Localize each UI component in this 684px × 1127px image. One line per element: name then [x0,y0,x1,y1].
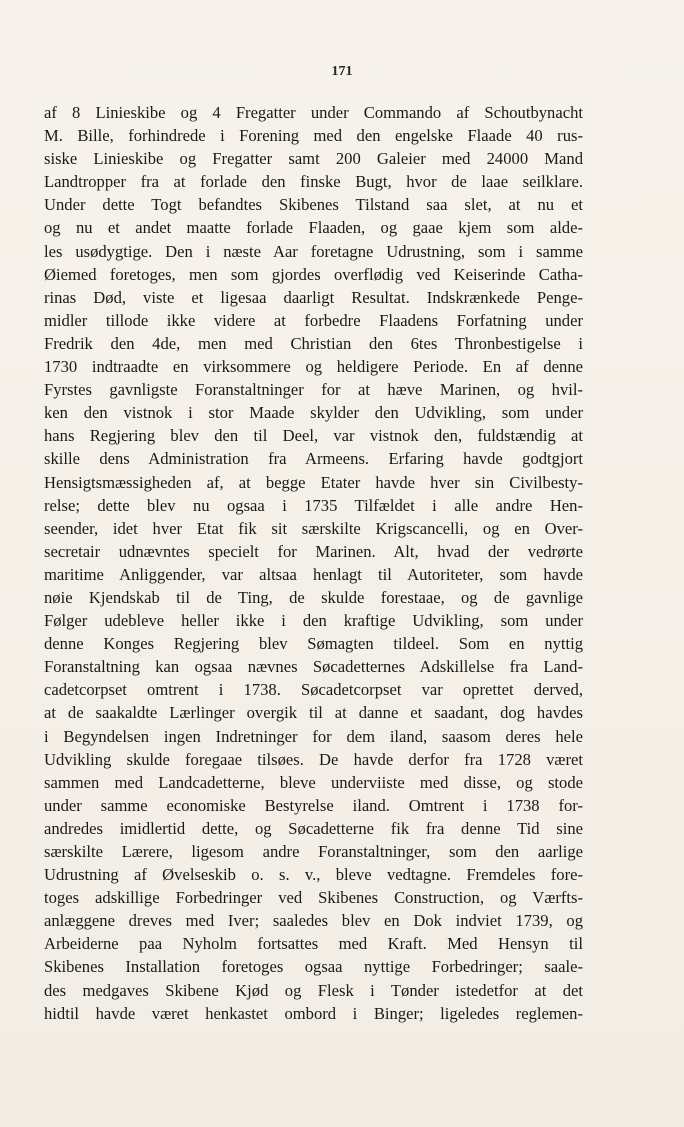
text-line: hidtil havde været henkastet ombord i Binger; ligeledes reglemen- [44,1003,583,1023]
text-line: skille dens Administration fra Armeens. Erfaring havde godtgjort [44,449,583,469]
text-line: relse; dette blev nu ogsaa i 1735 Tilfældet i alle andre Hen- [44,495,583,515]
text-line: Følger udebleve heller ikke i den kraftige Udvikling, som under [44,611,583,631]
text-line: midler tillode ikke videre at forbedre Flaadens Forfatning under [44,310,583,330]
text-line: Arbeiderne paa Nyholm fortsattes med Kraft. Med Hensyn til [44,934,583,954]
text-line: Udrustning af Øvelseskib o. s. v., bleve vedtagne. Fremdeles fore- [44,865,583,885]
text-line: særskilte Lærere, ligesom andre Foranstaltninger, som den aarlige [44,842,583,861]
text-line: af 8 Linieskibe og 4 Fregatter under Commando af Schoutbynacht [44,103,583,122]
body-text [44,101,583,1025]
text-line: rinas Død, viste et ligesaa daarligt Resultat. Indskrænkede Penge- [44,287,583,307]
text-line: nøie Kjendskab til de Ting, de skulde forestaae, og de gavnlige [44,587,583,607]
text-line: og nu et andet maatte forlade Flaaden, og gaae kjem som alde- [44,218,583,238]
text-line: under samme economiske Bestyrelse iland. Omtrent i 1738 for- [44,795,583,815]
text-line: cadetcorpset omtrent i 1738. Søcadetcorpset var oprettet derved, [44,680,583,700]
text-line: 1730 indtraadte en virksommere og heldigere Periode. En af denne [44,357,583,377]
text-line: Fyrstes gavnligste Foranstaltninger for at hæve Marinen, og hvil- [44,380,583,400]
text-line: i Begyndelsen ingen Indretninger for dem iland, saasom deres hele [44,726,583,746]
text-line: Foranstaltning kan ogsaa nævnes Søcadetternes Adskillelse fra Land- [44,657,583,677]
text-line: sammen med Landcadetterne, bleve underviiste med disse, og stode [44,772,583,792]
text-line: Skibenes Installation foretoges ogsaa nyttige Forbedringer; saale- [44,957,583,977]
text-line: secretair udnævntes specielt for Marinen. Alt, hvad der vedrørte [44,541,583,561]
text-line: des medgaves Skibene Kjød og Flesk i Tønder istedetfor at det [44,980,583,1000]
text-line: Fredrik den 4de, men med Christian den 6tes Thronbestigelse i [44,333,583,353]
text-line: anlæggene dreves med Iver; saaledes blev en Dok indviet 1739, og [44,911,583,931]
text-line: siske Linieskibe og Fregatter samt 200 Galeier med 24000 Mand [44,149,583,169]
text-line: seender, idet hver Etat fik sit særskilte Krigscancelli, og en Over- [44,518,583,538]
text-line: at de saakaldte Lærlinger overgik til at danne et saadant, dog havdes [44,703,583,723]
text-line: ken den vistnok i stor Maade skylder den Udvikling, som under [44,403,583,423]
text-line: Hensigtsmæssigheden af, at begge Etater havde hver sin Civilbesty- [44,472,583,492]
text-line: andredes imidlertid dette, og Søcadetterne fik fra denne Tid sine [44,818,583,838]
text-line: denne Konges Regjering blev Sømagten tildeel. Som en nyttig [44,634,583,654]
text-line: hans Regjering blev den til Deel, var vistnok den, fuldstændig at [44,426,583,446]
page-number: 171 [331,64,353,79]
text-line: toges adskillige Forbedringer ved Skibenes Construction, og Værfts- [44,888,583,908]
text-line: maritime Anliggender, var altsaa henlagt til Autoriteter, som havde [44,564,583,584]
text-line: Under dette Togt befandtes Skibenes Tilstand saa slet, at nu et [44,195,583,215]
text-line: M. Bille, forhindrede i Forening med den engelske Flaade 40 rus- [44,126,583,146]
text-line: Udvikling skulde foregaae tilsøes. De havde derfor fra 1728 været [44,749,583,769]
text-line: Landtropper fra at forlade den finske Bugt, hvor de laae seilklare. [44,172,583,192]
text-line: Øiemed foretoges, men som gjordes overflødig ved Keiserinde Catha- [44,264,583,284]
text-line: les usødygtige. Den i næste Aar foretagne Udrustning, som i samme [44,241,583,261]
